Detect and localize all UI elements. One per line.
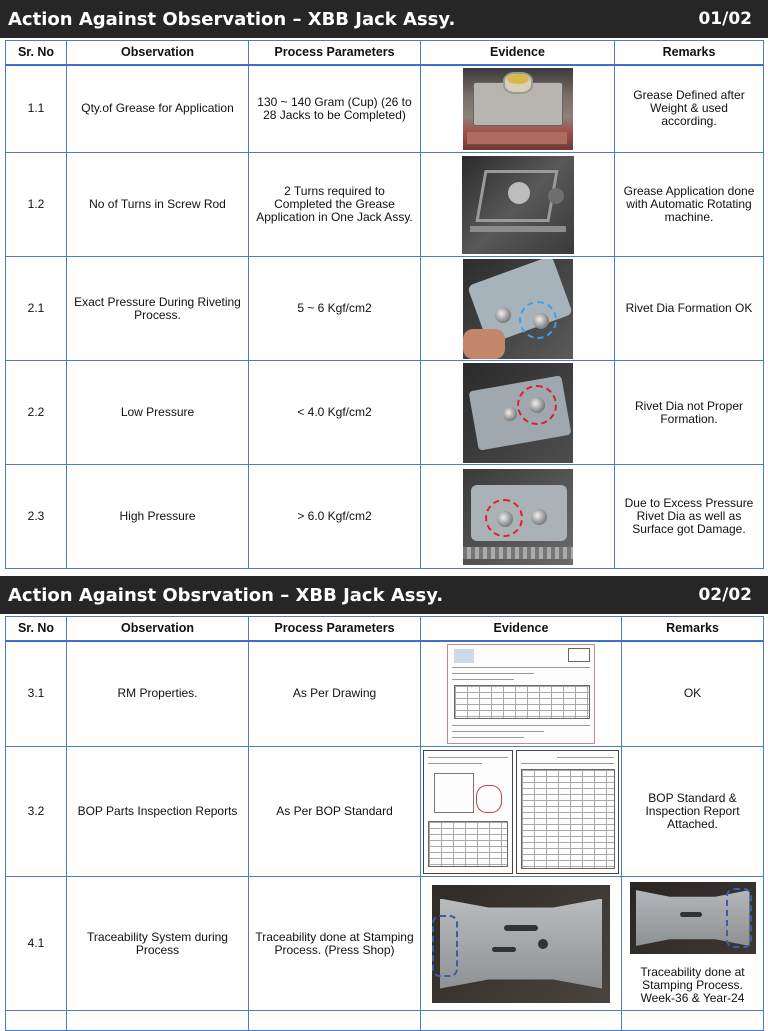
sr-no-cell: 1.1 — [6, 65, 67, 153]
observation-cell: No of Turns in Screw Rod — [67, 153, 249, 257]
params-cell: 2 Turns required to Completed the Grease Application in One Jack Assy. — [249, 153, 421, 257]
table-row — [6, 747, 764, 877]
remarks-cell: Rivet Dia not Proper Formation. — [615, 361, 764, 465]
evidence-cell — [421, 1011, 622, 1031]
table-row — [6, 465, 764, 569]
evidence-cell — [421, 747, 622, 877]
header-remarks: Remarks — [615, 41, 764, 65]
test-certificate-document — [447, 644, 595, 744]
header-sr-no: Sr. No — [6, 617, 67, 641]
observation-cell: Exact Pressure During Riveting Process. — [67, 257, 249, 361]
sr-no-cell: 1.2 — [6, 153, 67, 257]
traceability-remark: Traceability done at Stamping Process. Week-36 & Year-24 — [640, 965, 745, 1005]
table-row — [6, 361, 764, 465]
evidence-cell — [421, 465, 615, 569]
remarks-cell: BOP Standard & Inspection Report Attached. — [622, 747, 764, 877]
evidence-cell — [421, 361, 615, 465]
rivet-highlight-marker — [519, 301, 557, 339]
inspection-report-documents — [423, 750, 619, 874]
evidence-cell — [421, 257, 615, 361]
params-cell: 130 ~ 140 Gram (Cup) (26 to 28 Jacks to be Completed) — [249, 65, 421, 153]
header-evidence: Evidence — [421, 41, 615, 65]
sr-no-cell: 3.2 — [6, 747, 67, 877]
evidence-cell — [421, 153, 615, 257]
slide-2 — [0, 576, 768, 1024]
remarks-cell: Due to Excess Pressure Rivet Dia as well as Surface got Damage. — [615, 465, 764, 569]
header-process-parameters: Process Parameters — [249, 617, 421, 641]
slide-1-title: Action Against Observation – XBB Jack Assy. — [8, 8, 456, 30]
sr-no-cell: 4.1 — [6, 877, 67, 1011]
observation-cell: BOP Parts Inspection Reports — [67, 747, 249, 877]
params-cell: 5 ~ 6 Kgf/cm2 — [249, 257, 421, 361]
slide-2-title: Action Against Obsrvation – XBB Jack Assy. — [8, 584, 444, 606]
slide-1-page-number: 01/02 — [698, 9, 752, 29]
header-sr-no: Sr. No — [6, 41, 67, 65]
remarks-cell: OK — [622, 641, 764, 747]
params-cell: As Per Drawing — [249, 641, 421, 747]
rivet-low-photo — [463, 363, 573, 463]
table-row — [6, 257, 764, 361]
traceability-marking-photo — [630, 882, 756, 954]
observation-cell: RM Properties. — [67, 641, 249, 747]
observation-cell: Low Pressure — [67, 361, 249, 465]
rivet-ok-photo — [463, 259, 573, 359]
slide-1-title-bar — [0, 0, 768, 38]
params-cell: > 6.0 Kgf/cm2 — [249, 465, 421, 569]
header-remarks: Remarks — [622, 617, 764, 641]
params-cell: As Per BOP Standard — [249, 747, 421, 877]
header-observation: Observation — [67, 617, 249, 641]
drawing-document — [423, 750, 513, 874]
observation-cell: Traceability System during Process — [67, 877, 249, 1011]
sr-no-cell: 2.3 — [6, 465, 67, 569]
observation-cell: High Pressure — [67, 465, 249, 569]
table-header-row — [6, 617, 764, 641]
sr-no-cell: 2.2 — [6, 361, 67, 465]
header-observation: Observation — [67, 41, 249, 65]
rivet-highlight-marker — [485, 499, 523, 537]
table-row — [6, 1011, 764, 1031]
remarks-cell: Rivet Dia Formation OK — [615, 257, 764, 361]
rivet-high-photo — [463, 469, 573, 565]
observation-table-1 — [5, 40, 764, 569]
table-row — [6, 877, 764, 1011]
remarks-cell: Grease Application done with Automatic Rotating machine. — [615, 153, 764, 257]
inspection-report-document — [516, 750, 619, 874]
evidence-cell — [421, 65, 615, 153]
observation-cell — [67, 1011, 249, 1031]
slide-2-page-number: 02/02 — [698, 585, 752, 605]
sr-no-cell: 3.1 — [6, 641, 67, 747]
rivet-highlight-marker — [517, 385, 557, 425]
params-cell: < 4.0 Kgf/cm2 — [249, 361, 421, 465]
sr-no-cell: 2.1 — [6, 257, 67, 361]
slide-2-title-bar — [0, 576, 768, 614]
remarks-cell — [622, 1011, 764, 1031]
remarks-cell: Grease Defined after Weight & used according. — [615, 65, 764, 153]
stamped-part-photo — [432, 885, 610, 1003]
header-process-parameters: Process Parameters — [249, 41, 421, 65]
table-row — [6, 65, 764, 153]
table-row — [6, 153, 764, 257]
rotating-machine-photo — [462, 156, 574, 254]
table-row — [6, 641, 764, 747]
observation-table-2 — [5, 616, 764, 1031]
params-cell — [249, 1011, 421, 1031]
remarks-cell — [622, 877, 764, 1011]
evidence-cell — [421, 877, 622, 1011]
header-evidence: Evidence — [421, 617, 622, 641]
sr-no-cell — [6, 1011, 67, 1031]
table-header-row — [6, 41, 764, 65]
evidence-cell — [421, 641, 622, 747]
observation-cell: Qty.of Grease for Application — [67, 65, 249, 153]
grease-cup-photo — [463, 68, 573, 150]
params-cell: Traceability done at Stamping Process. (Press Shop) — [249, 877, 421, 1011]
